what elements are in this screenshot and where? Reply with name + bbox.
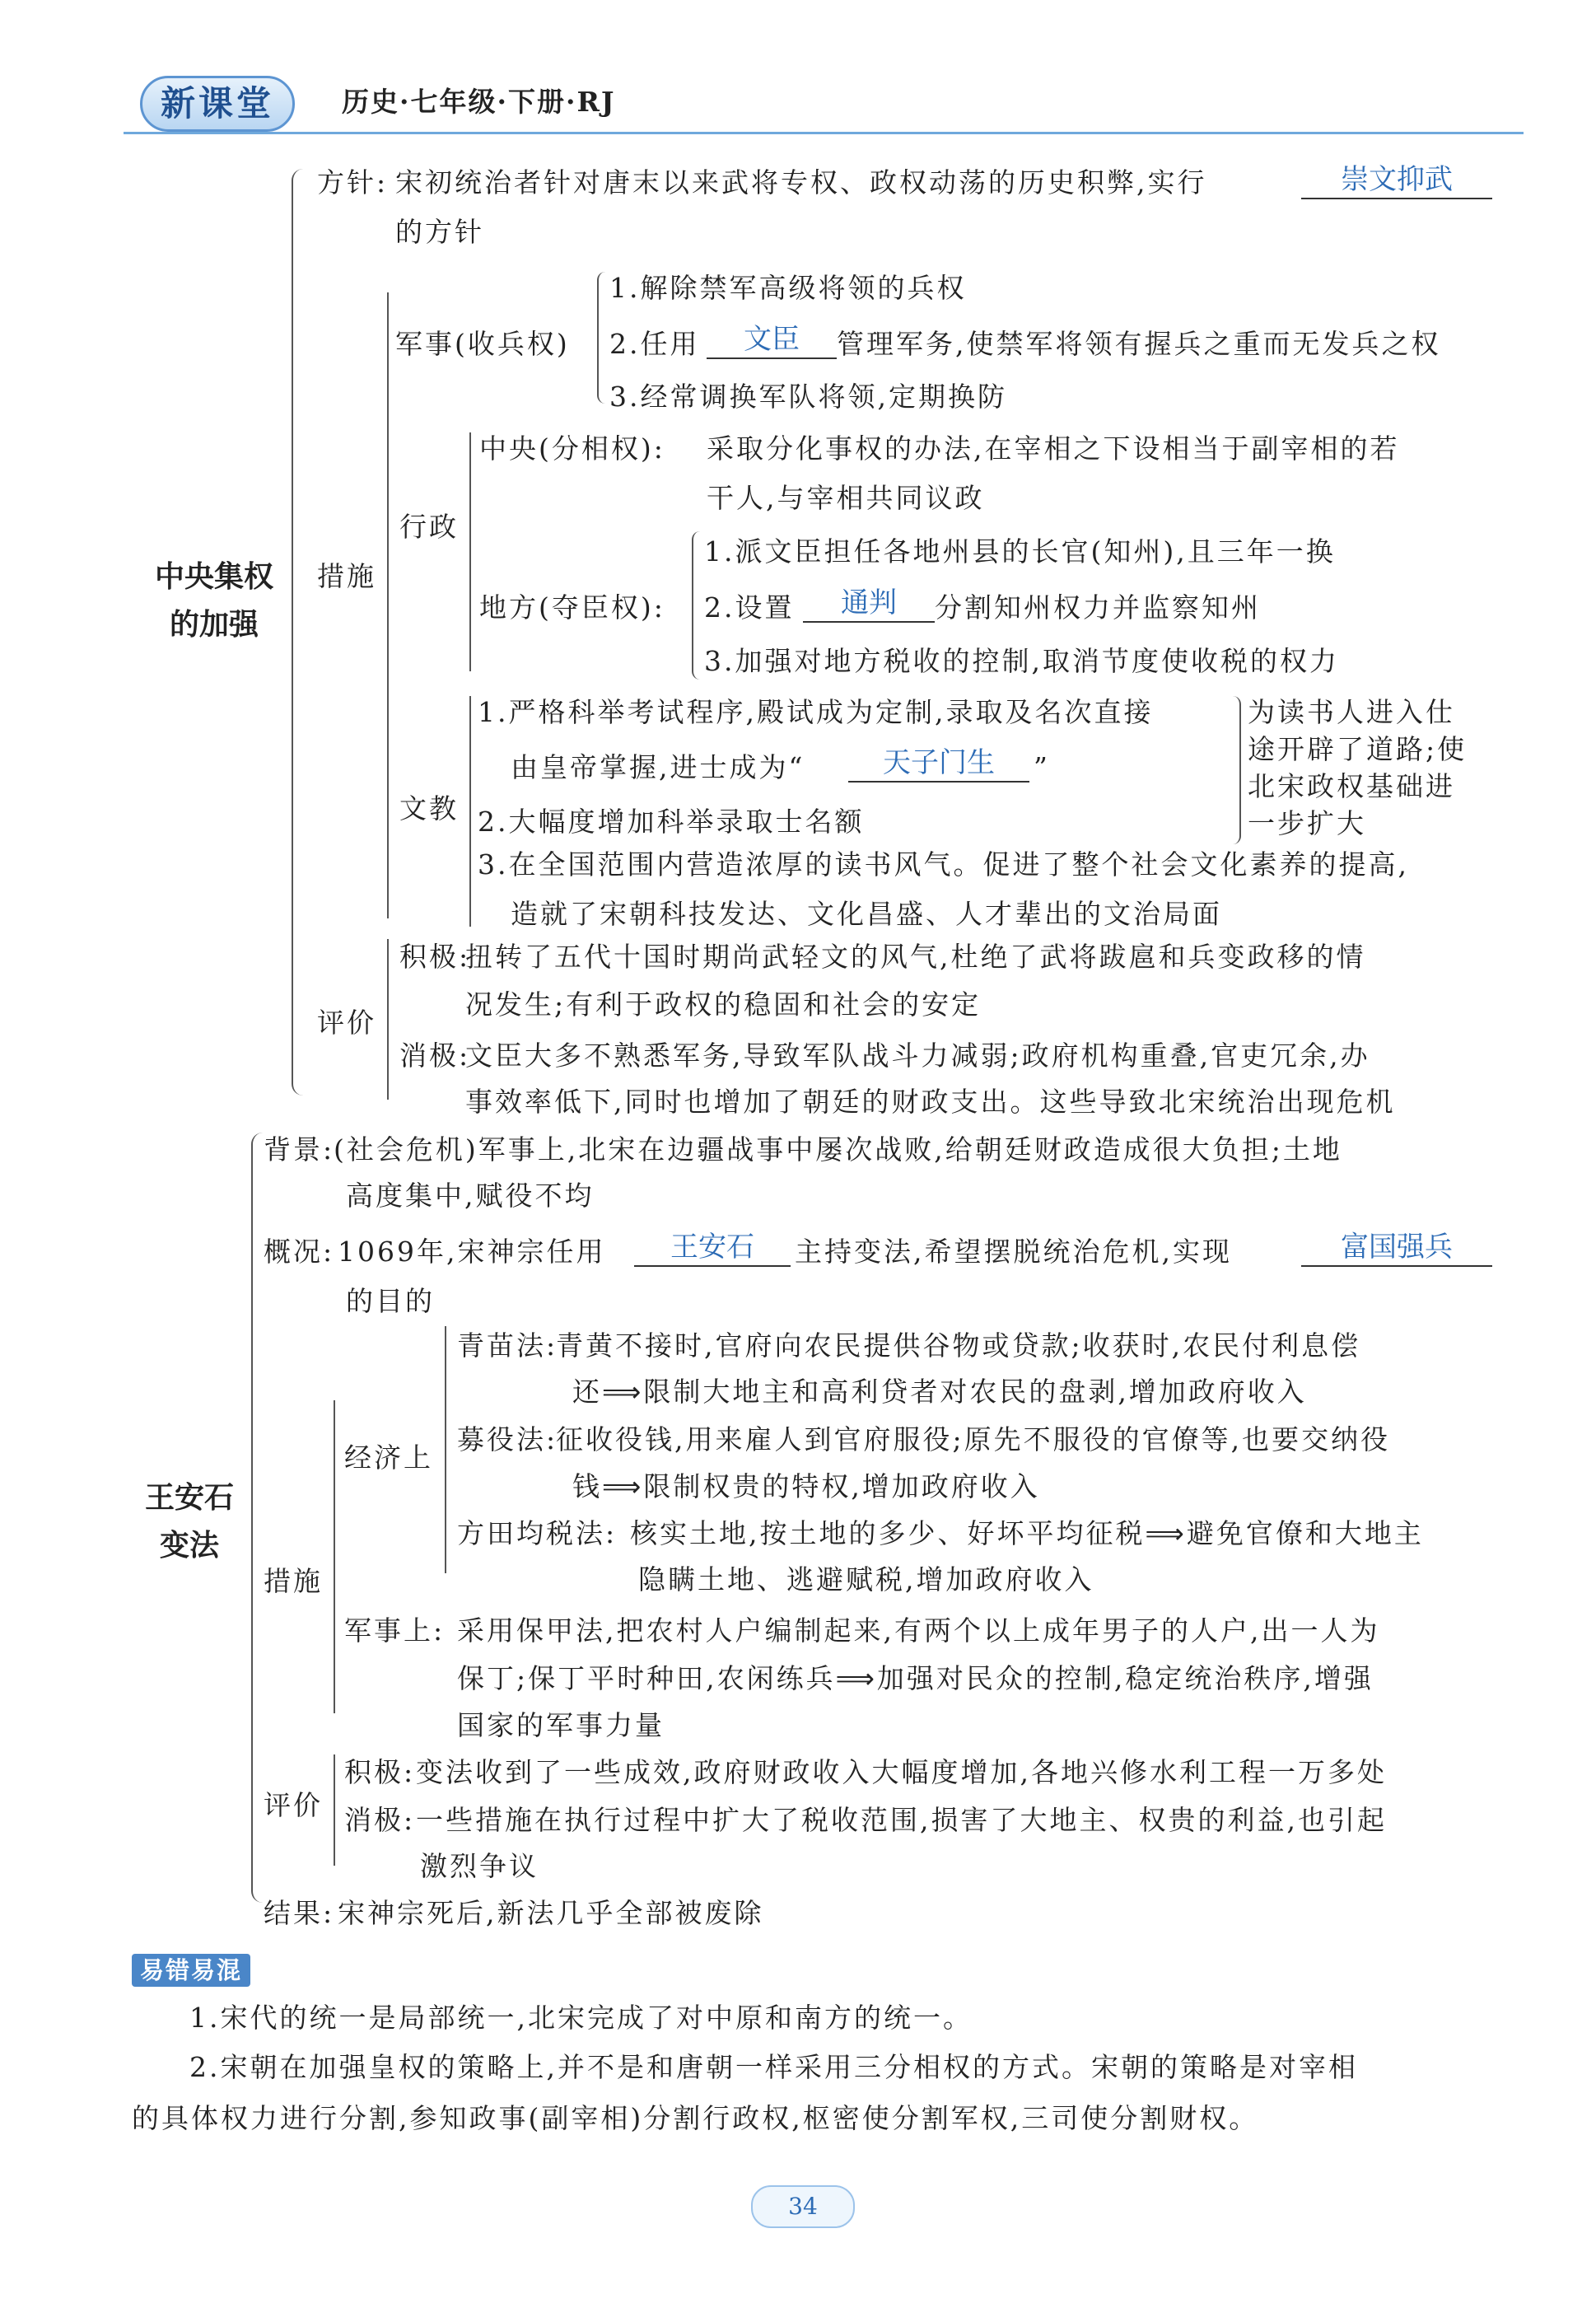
arrow-icon: ⟹	[1145, 1517, 1187, 1549]
page-number: 34	[788, 2193, 818, 2220]
text: 3.加强对地方税收的控制,取消节度使收税的权力	[704, 645, 1339, 677]
brace	[1231, 696, 1241, 844]
text: 高度集中,赋役不均	[346, 1180, 595, 1212]
label-pingjia: 评价	[317, 1007, 376, 1039]
text-with-arrow	[572, 1376, 1307, 1409]
label-cuoshi: 措施	[317, 560, 376, 592]
text: 采取分化事权的办法,在宰相之下设相当于副宰相的若	[707, 432, 1400, 465]
answer: 崇文抑武	[1341, 163, 1453, 196]
text: 宋初统治者针对唐末以来武将专权、政权动荡的历史积弊,实行	[395, 166, 1207, 199]
header-subject: 历史·七年级·下册·RJ	[342, 86, 616, 118]
label-cuoshi: 措施	[264, 1565, 323, 1597]
arrow-icon: ⟹	[602, 1376, 644, 1408]
answer-blank	[1301, 1265, 1492, 1267]
label-qingmiao: 青苗法:	[457, 1329, 558, 1362]
text: 分割知州权力并监察知州	[935, 591, 1261, 624]
text-with-arrow	[630, 1517, 1424, 1550]
tree-line	[469, 432, 471, 671]
text: 青黄不接时,官府向农民提供谷物或贷款;收获时,农民付利息偿	[556, 1329, 1361, 1362]
tree-line	[387, 292, 389, 918]
text: 扭转了五代十国时期尚武轻文的风气,杜绝了武将跋扈和兵变政移的情	[465, 941, 1366, 973]
tips-badge-label: 易错易混	[140, 1956, 243, 1984]
label-fangtian: 方田均税法:	[457, 1517, 618, 1549]
text: 干人,与宰相共同议政	[707, 482, 985, 514]
text: 宋神宗死后,新法几乎全部被废除	[338, 1897, 764, 1929]
label-junshi: 军事(收兵权)	[395, 328, 570, 360]
text: 采用保甲法,把农村人户编制起来,有两个以上成年男子的人户,出一人为	[457, 1614, 1380, 1647]
header-rule	[124, 132, 1524, 134]
arrow-icon: ⟹	[602, 1470, 644, 1502]
label-gaikuang: 概况:	[264, 1236, 335, 1268]
text: 1.解除禁军高级将领的兵权	[609, 272, 967, 304]
text: 激烈争议	[420, 1850, 539, 1882]
tree-line	[469, 696, 471, 927]
answer: 通判	[841, 586, 897, 619]
answer-blank	[1301, 198, 1492, 199]
text: 2.任用	[609, 328, 700, 360]
tip-item: 的具体权力进行分割,参知政事(副宰相)分割行政权,枢密使分割军权,三司使分割财权。	[132, 2102, 1259, 2134]
text: 一些措施在执行过程中扩大了税收范围,损害了大地主、权贵的利益,也引起	[416, 1804, 1387, 1836]
text: 保丁;保丁平时种田,农闲练兵	[457, 1662, 836, 1694]
side-note: 北宋政权基础进	[1248, 770, 1455, 802]
text: 3.在全国范围内营造浓厚的读书风气。促进了整个社会文化素养的提高,	[478, 848, 1409, 881]
arrow-icon: ⟹	[835, 1662, 877, 1694]
text: (社会危机)军事上,北宋在边疆战事中屡次战败,给朝廷财政造成很大负担;土地	[334, 1133, 1342, 1166]
text: ”	[1034, 751, 1050, 783]
label-jingji: 经济上	[344, 1441, 433, 1474]
tips-badge	[132, 1954, 250, 1987]
label-pingjia: 评价	[264, 1789, 323, 1821]
label-beijing: 背景:	[264, 1133, 335, 1166]
text: 管理军务,使禁军将领有握兵之重而无发兵之权	[837, 328, 1441, 360]
text-with-arrow	[457, 1662, 1374, 1695]
text: 的方针	[395, 216, 484, 248]
text: 主持变法,希望摆脱统治危机,实现	[795, 1236, 1232, 1268]
text: 还	[572, 1376, 602, 1408]
text: 1.派文臣担任各地州县的长官(知州),且三年一换	[704, 535, 1336, 568]
answer: 天子门生	[883, 746, 995, 779]
topic-line: 王安石	[144, 1481, 234, 1515]
label-jiji: 积极:	[344, 1756, 416, 1788]
tree-line	[445, 1326, 446, 1573]
text: 2.大幅度增加科举录取士名额	[478, 806, 865, 838]
label-xiaoji: 消极:	[399, 1040, 471, 1072]
topic-wang-anshi-reform	[115, 1474, 264, 1570]
brace	[292, 169, 315, 1096]
topic-central-power	[140, 554, 288, 649]
text-with-arrow	[572, 1470, 1040, 1503]
text: 3.经常调换军队将领,定期换防	[609, 381, 1007, 413]
label-junshi: 军事上:	[344, 1614, 446, 1647]
label-jieguo: 结果:	[264, 1897, 335, 1929]
brand-logo	[140, 76, 295, 132]
text: 2.设置	[704, 591, 795, 624]
brand-text: 新课堂	[161, 83, 275, 124]
text: 国家的军事力量	[457, 1709, 665, 1741]
answer: 王安石	[670, 1231, 754, 1264]
text: 避免官僚和大地主	[1186, 1517, 1424, 1549]
text: 限制大地主和高利贷者对农民的盘剥,增加政府收入	[643, 1376, 1307, 1408]
label-xiaoji: 消极:	[344, 1804, 416, 1836]
text: 由皇帝掌握,进士成为“	[511, 751, 805, 783]
answer-blank	[848, 781, 1029, 783]
text: 征收役钱,用来雇人到官府服役;原先不服役的官僚等,也要交纳役	[556, 1423, 1391, 1455]
tip-item: 1.宋代的统一是局部统一,北宋完成了对中原和南方的统一。	[189, 2002, 973, 2034]
answer-blank	[707, 357, 837, 359]
header	[124, 72, 1524, 138]
text: 文臣大多不熟悉军务,导致军队战斗力减弱;政府机构重叠,官吏冗余,办	[465, 1040, 1370, 1072]
tip-item: 2.宋朝在加强皇权的策略上,并不是和唐朝一样采用三分相权的方式。宋朝的策略是对宰相	[189, 2051, 1358, 2083]
text: 的目的	[346, 1285, 435, 1317]
label-fangzhen: 方针:	[317, 166, 389, 199]
text: 1.严格科举考试程序,殿试成为定制,录取及名次直接	[478, 696, 1154, 728]
text: 事效率低下,同时也增加了朝廷的财政支出。这些导致北宋统治出现危机	[465, 1086, 1396, 1118]
answer: 富国强兵	[1341, 1231, 1453, 1264]
answer-blank	[634, 1265, 791, 1267]
page-number-badge	[751, 2185, 855, 2228]
text: 加强对民众的控制,稳定统治秩序,增强	[876, 1662, 1374, 1694]
text: 隐瞒土地、逃避赋税,增加政府收入	[638, 1563, 1094, 1595]
tree-line	[334, 1400, 335, 1713]
label-wenjiao: 文教	[399, 792, 459, 825]
text: 限制权贵的特权,增加政府收入	[643, 1470, 1040, 1502]
text: 1069年,宋神宗任用	[338, 1236, 606, 1268]
label-jiji: 积极:	[399, 941, 471, 973]
label-zhongyang: 中央(分相权):	[479, 432, 665, 465]
text: 变法收到了一些成效,政府财政收入大幅度增加,各地兴修水利工程一万多处	[416, 1756, 1387, 1788]
side-note: 途开辟了道路;使	[1248, 733, 1468, 765]
side-note: 一步扩大	[1248, 807, 1366, 839]
answer: 文臣	[744, 323, 800, 356]
text: 钱	[572, 1470, 602, 1502]
tree-line	[334, 1754, 335, 1866]
label-xingzheng: 行政	[399, 511, 459, 543]
tree-line	[387, 939, 389, 1100]
answer-blank	[803, 621, 935, 623]
text: 造就了宋朝科技发达、文化昌盛、人才辈出的文治局面	[511, 898, 1222, 930]
side-note: 为读书人进入仕	[1248, 696, 1455, 728]
label-muyi: 募役法:	[457, 1423, 558, 1455]
topic-line: 的加强	[169, 608, 259, 642]
text: 况发生;有利于政权的稳固和社会的安定	[465, 988, 982, 1021]
topic-line: 变法	[159, 1529, 219, 1563]
topic-line: 中央集权	[154, 560, 273, 594]
label-difang: 地方(夺臣权):	[479, 591, 665, 624]
text: 核实土地,按土地的多少、好坏平均征税	[630, 1517, 1146, 1549]
